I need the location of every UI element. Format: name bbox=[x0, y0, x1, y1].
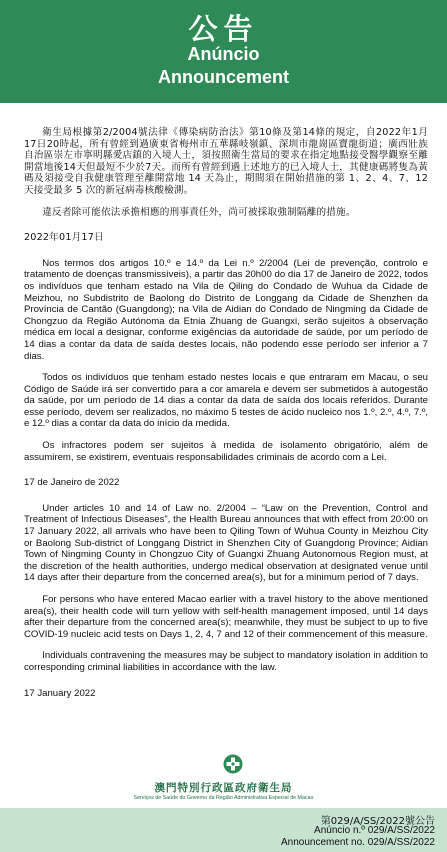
reference-number-english: Announcement no. 029/A/SS/2022 bbox=[280, 837, 435, 848]
organization-name-portuguese: Serviços de Saúde do Governo da Região Administrativa Especial de Macau bbox=[133, 795, 314, 801]
title-portuguese: Anúncio bbox=[187, 44, 260, 64]
announcement-header bbox=[0, 0, 447, 103]
reference-number-chinese: 第029/A/SS/2022號公告 bbox=[320, 816, 435, 827]
title-chinese: 公告 bbox=[188, 12, 259, 46]
portuguese-paragraph-1: Nos termos dos artigos 10.º e 14.º da Lei n.º 2/2004 (Lei de prevenção, controlo e tratamento de doenças transmissíveis), a partir das 20h00 do dia 17 de Janeiro de 2022, todos os indivíduos que tenham estado na Vila de Qiling do Condado de Wuhua da Cidade de Meizhou, no Subdistrito de Baolong do Distrito de Longgang da Cidade de Shenzhen da Província de Cantão (Guangdong); na Vila de Aidian do Condado de Ningming da Cidade de Chongzuo da Região Autónoma da Etnia Zhuang de Guangxi, serão sujeitos à observação médica em local a designar, conforme exigências da autoridade de saúde, por um período de 14 dias a contar da data de saída destes locais, não podendo esse período ser inferior a 7 dias. bbox=[24, 257, 428, 362]
chinese-paragraph-2: 違反者除可能依法承擔相應的刑事責任外，尚可被採取強制隔離的措施。 bbox=[42, 206, 356, 218]
chinese-paragraph-1: 衛生局根據第2/2004號法律《傳染病防治法》第10條及第14條的規定，自2022年1月17日20時起，所有曾經到過廣東省梅州市五華縣岐嶺鎮、深圳市龍崗區寶龍街道；廣西壯族自治區崇左市寧明縣愛店鎮的入境人士，須按照衛生當局的要求在指定地點接受醫學觀察至離開當地後14天但最短不少於7天。而所有曾經到過上述地方的已入境人士，其健康碼將隻為黃碼及須接受自我健康管理至離開當地 14 天為止，期間須在開始措施的第 1、2、4、7、12 天接受最多 5 次的新冠病毒核酸檢測。 bbox=[24, 127, 428, 196]
health-bureau-emblem-icon bbox=[223, 754, 243, 774]
english-paragraph-2: For persons who have entered Macao earlier with a travel history to the above mentioned area(s), their health code will turn yellow with self-health management imposed, until 14 days after their departure from the concerned area(s); meanwhile, they must be subject to up to five COVID-19 nucleic acid tests on Days 1, 2, 4, 7 and 12 of their commencement of this measure. bbox=[24, 594, 428, 640]
portuguese-paragraph-3: Os infractores podem ser sujeitos à medida de isolamento obrigatório, além de assumirem, se existirem, eventuais responsabilidades criminais de acordo com a Lei. bbox=[24, 440, 428, 463]
portuguese-paragraph-2: Todos os indivíduos que tenham estado nestes locais e que entraram em Macau, o seu Código de Saúde irá ser convertido para a cor amarela e devem ser submetidos à autogestão da saúde, por um período de 14 dias a contar da data de saída dos locais referidos. Durante esse período, devem ser realizados, no máximo 5 testes de ácido nucleico nos 1.º, 2.º, 4.º, 7.º, e 12.º dias a contar da data do início da medida. bbox=[24, 372, 428, 430]
announcement-body bbox=[24, 127, 428, 699]
reference-number-portuguese: Anúncio n.º 029/A/SS/2022 bbox=[314, 825, 435, 836]
english-paragraph-1: Under articles 10 and 14 of Law no. 2/2004 – “Law on the Prevention, Control and Treatment of Infectious Diseases”, the Health Bureau announces that with effect from 20:00 on 17 January 2022, all arrivals who have been to Qiling Town of Wuhua County in Meizhou City or Baolong Sub-district of Longgang District in Shenzhen City of Guangdong Province; Aidian Town of Ningming County in Chongzuo City of Guangxi Zhuang Autonomous Region must, at the discretion of the health authorities, undergo medical observation at designated venue until 14 days after their departure from the concerned area(s), but for a minimum period of 7 days. bbox=[24, 502, 428, 584]
chinese-date: 2022年01月17日 bbox=[24, 232, 104, 244]
title-english: Announcement bbox=[157, 67, 289, 87]
organization-name-chinese: 澳門特別行政區政府衛生局 bbox=[154, 782, 293, 794]
portuguese-date: 17 de Janeiro de 2022 bbox=[24, 477, 120, 489]
english-paragraph-3: Individuals contravening the measures may be subject to mandatory isolation in addition to corresponding criminal liabilities in accordance with the law. bbox=[24, 650, 428, 673]
english-date: 17 January 2022 bbox=[24, 687, 96, 699]
